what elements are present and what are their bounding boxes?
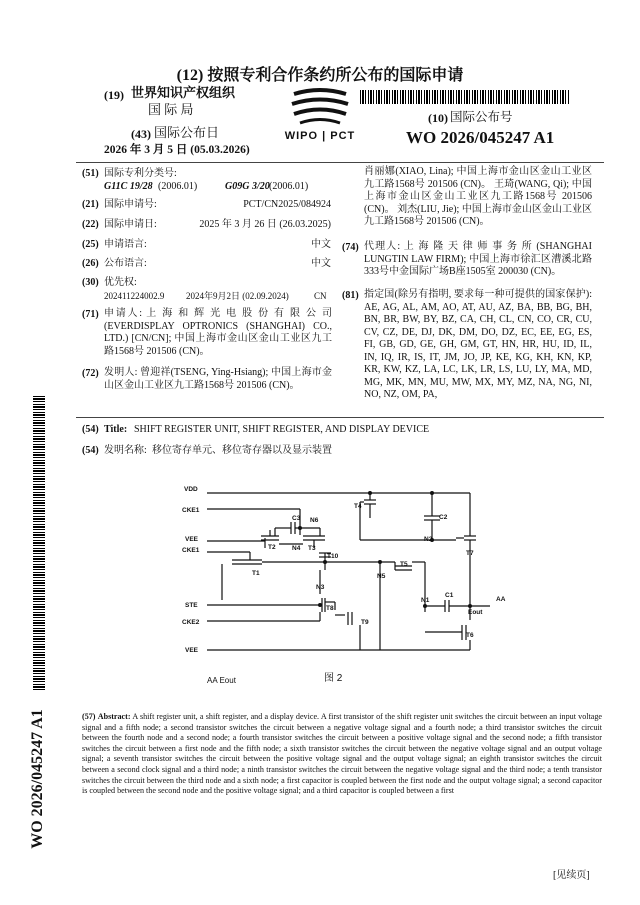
- eout-label: Eout: [468, 609, 483, 616]
- aa-label: AA: [496, 596, 506, 603]
- f30-date: 2024年9月2日 (02.09.2024): [186, 291, 289, 301]
- t10-node-dot: [323, 560, 327, 564]
- f22-label: 国际申请日:: [104, 219, 157, 230]
- n1-label: N1: [421, 597, 430, 604]
- cke1-top-label: CKE1: [182, 507, 200, 514]
- org-bureau: 国 际 局: [148, 102, 194, 117]
- abstract-text: A shift register unit, a shift register, and a display device. A first transistor of the shift register unit switches the circuit between an input voltage signal and a fifth node; a second transistor switches the circuit between a negative voltage signal and a fourth node; a third transistor switches the circuit between the fourth node and a second node; a fourth transistor switches the circuit between a positive voltage signal and the second node; a fifth transistor switches the circuit between a first node and the fifth node; a sixth transistor switches the circuit between the negative voltage signal and an output voltage signal; a seventh transistor switches the circuit between the positive voltage signal and the output voltage signal; an eighth transistor switches the circuit between a second clock signal and a third node; a ninth transistor switches the circuit between the negative voltage signal and the third node; a tenth transistor switches the circuit between the third node and a sixth node; a first capacitor is coupled between the first node and the output voltage signal; a second capacitor is coupled between the second node and the positive voltage signal; and a third capacitor is coupled between a first: [82, 712, 602, 796]
- f22-value: 2025 年 3 月 26 日 (26.03.2025): [199, 219, 331, 230]
- vdd-label: VDD: [184, 486, 198, 493]
- f72-inventor: 发明人: 曾迎祥(TSENG, Ying-Hsiang); 中国上海市金山区金山工业区九工路1568号 201506 (CN)。: [104, 367, 332, 391]
- n5-node-dot: [378, 560, 382, 564]
- f21-number: (21): [82, 199, 99, 210]
- t6-label: T6: [466, 632, 474, 639]
- t2-label: T2: [268, 544, 276, 551]
- pubdate-value: 2026 年 3 月 5 日 (05.03.2026): [104, 144, 250, 156]
- side-barcode: [33, 394, 45, 690]
- f54-cn-label: 发明名称:: [104, 445, 147, 456]
- circuit-figure: [175, 478, 520, 708]
- f21-label: 国际申请号:: [104, 199, 157, 210]
- f22-number: (22): [82, 219, 99, 230]
- t4-label: T4: [354, 503, 362, 510]
- f30-appno: 202411224002.9: [104, 291, 165, 301]
- figure-caption: 图 2: [324, 673, 343, 684]
- t3-label: T3: [308, 545, 316, 552]
- f74-agent: 代理人: 上 海 隆 天 律 师 事 务 所 (SHANGHAI LUNGTIN LAW FIRM); 中国上海市徐汇区漕溪北路333号中金国际广场B座1505室 200030 (CN)。: [364, 241, 592, 277]
- f71-applicant: 申请人: 上 海 和 辉 光 电 股 份 有 限 公 司(EVERDISPLAY OPTRONICS (SHANGHAI) CO., LTD.) [CN/CN]; 中国上海市金山区金山工业区九工路1568号 201506 (CN)。: [104, 308, 332, 357]
- vdd-node-dot: [368, 491, 372, 495]
- f71-number: (71): [82, 309, 99, 320]
- pubdate-label: 国际公布日: [154, 125, 220, 140]
- cke2-label: CKE2: [182, 619, 200, 626]
- f54-title-label: Title:: [104, 424, 128, 435]
- f30-number: (30): [82, 277, 99, 288]
- cke1-mid-label: CKE1: [182, 547, 200, 554]
- pubno-label: 国际公布号: [450, 110, 513, 124]
- vee-bottom-label: VEE: [185, 647, 199, 654]
- abstract-label: Abstract:: [97, 712, 131, 721]
- ste-label: STE: [185, 602, 198, 609]
- f72-number: (72): [82, 368, 99, 379]
- c2-label: C2: [439, 514, 448, 521]
- t5-label: T5: [400, 561, 408, 568]
- f74-number: (74): [342, 242, 359, 253]
- f26-value: 中文: [311, 258, 331, 269]
- f51-year1: (2006.01): [158, 181, 198, 192]
- t1-label: T1: [252, 570, 260, 577]
- inventors-continued: 肖丽娜(XIAO, Lina); 中国上海市金山区金山工业区九工路1568号 201506 (CN)。 王琦(WANG, Qi); 中国上海市金山区金山工业区九工路1568号 201506 (CN)。 刘杰(LIU, Jie); 中国上海市金山区金山工业区九工路1568号 201506 (CN)。: [364, 166, 592, 227]
- f51-number: (51): [82, 168, 99, 179]
- document-title: (12) 按照专利合作条约所公布的国际申请: [176, 67, 464, 84]
- f54-number: (54): [82, 424, 99, 435]
- f51-year2: (2006.01): [269, 181, 309, 192]
- vee-top-label: VEE: [185, 536, 199, 543]
- f26-number: (26): [82, 258, 99, 269]
- org-number: (19): [104, 88, 124, 102]
- t7-label: T7: [466, 550, 474, 557]
- n6-label: N6: [310, 517, 319, 524]
- f54-cn-value: 移位寄存单元、移位寄存器以及显示装置: [152, 445, 332, 456]
- f26-label: 公布语言:: [104, 258, 147, 269]
- f25-value: 中文: [311, 239, 331, 250]
- f51-label: 国际专利分类号:: [104, 168, 177, 179]
- f54-title-value: SHIFT REGISTER UNIT, SHIFT REGISTER, AND DISPLAY DEVICE: [134, 424, 430, 435]
- f30-country: CN: [314, 291, 327, 301]
- wipo-pct-text: WIPO | PCT: [284, 130, 356, 142]
- f81-designated-states: 指定国(除另有指明, 要求每一种可提供的国家保护): AE, AG, AL, AM, AO, AT, AU, AZ, BA, BB, BG, BH, BN, BR, BW, BY, BZ, CA, CH, CL, CN, CO, CR, CU, CV, CZ, DE, DJ, DK, DM, DO, DZ, EC, EE, EG, ES, FI, GB, GD, GE, GH, GM, GT, HN, HR, HU, ID, IL, IN, IQ, IR, IS, IT, JM, JO, JP, KE, KG, KH, KN, KP, KR, KW, KZ, LA, LC, LK, LR, LS, LU, LY, MA, MD, MG, MK, MN, MU, MW, MX, MY, MZ, NA, NG, NI, NO, NZ, OM, PA,: [364, 289, 592, 400]
- org-name: 世界知识产权组织: [131, 85, 236, 100]
- pubdate-number: (43): [131, 127, 151, 141]
- f21-value: PCT/CN2025/084924: [243, 199, 331, 210]
- t8-label: T8: [326, 605, 334, 612]
- f25-label: 申请语言:: [104, 239, 147, 250]
- n3-label: N3: [316, 584, 325, 591]
- f81-number: (81): [342, 290, 359, 301]
- n4-label: N4: [292, 545, 301, 552]
- c3-node-dot: [298, 526, 302, 530]
- n1-node-dot: [423, 604, 427, 608]
- pubno-number: (10): [428, 111, 448, 125]
- f30-label: 优先权:: [104, 277, 137, 288]
- f51-class2: G09G 3/20: [225, 181, 270, 192]
- figure-legend: AA Eout: [207, 676, 236, 685]
- f51-class1: G11C 19/28: [104, 181, 153, 192]
- t8-node-dot: [318, 603, 322, 607]
- publication-number: WO 2026/045247 A1: [406, 128, 555, 147]
- f54-cn-number: (54): [82, 445, 99, 456]
- eout-node-dot: [468, 604, 472, 608]
- side-publication-number: WO 2026/045247 A1: [29, 709, 46, 849]
- t10-label: T10: [327, 553, 339, 560]
- c2-node-dot: [430, 491, 434, 495]
- continued-on-next-page[interactable]: [见续页]: [553, 870, 590, 881]
- f25-number: (25): [82, 239, 99, 250]
- header-divider: [76, 162, 604, 163]
- abstract: [82, 712, 602, 797]
- c3-label: C3: [292, 515, 301, 522]
- c1-label: C1: [445, 592, 454, 599]
- publication-barcode: [360, 90, 570, 104]
- n5-label: N5: [377, 573, 386, 580]
- abstract-number: (57): [82, 712, 96, 721]
- t9-label: T9: [361, 619, 369, 626]
- n2-label: N2: [424, 536, 433, 543]
- biblio-divider: [76, 417, 604, 418]
- wipo-logo: [280, 86, 360, 144]
